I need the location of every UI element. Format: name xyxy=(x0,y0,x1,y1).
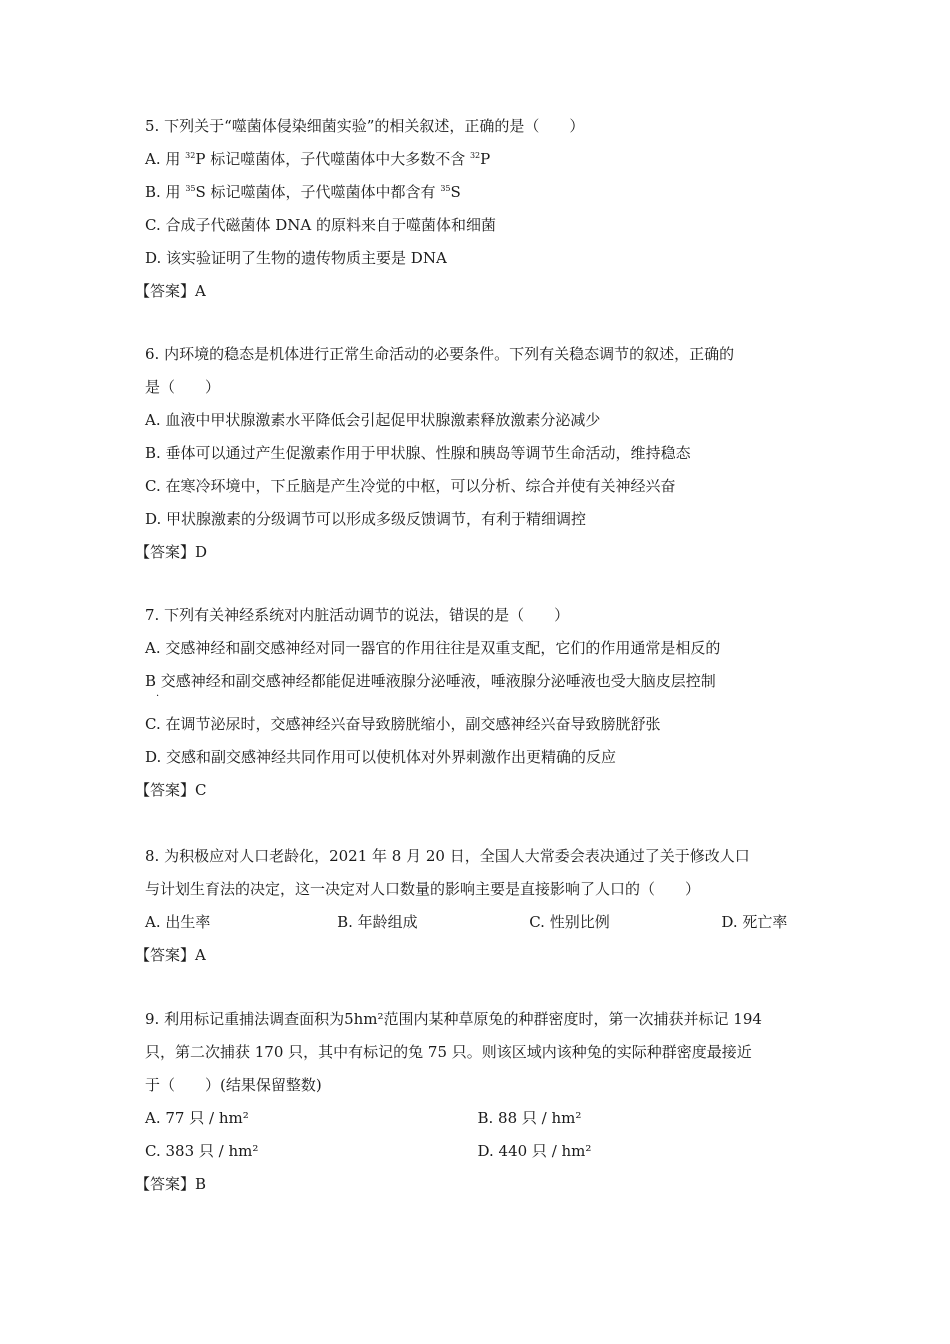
option-a: A. 77 只 / hm² xyxy=(145,1109,249,1127)
question-7 xyxy=(135,604,810,812)
option-b: B. 年龄组成 xyxy=(337,913,418,931)
question-stem-line-2: 是（ ） xyxy=(145,378,221,396)
option-b: B. 88 只 / hm² xyxy=(477,1109,582,1127)
option-c: C. 在调节泌尿时，交感神经兴奋导致膀胱缩小，副交感神经兴奋导致膀胱舒张 xyxy=(145,715,661,733)
option-c: C. 在寒冷环境中，下丘脑是产生冷觉的中枢，可以分析、综合并使有关神经兴奋 xyxy=(145,477,676,495)
option-d: D. 该实验证明了生物的遗传物质主要是 DNA xyxy=(145,249,447,267)
answer: 【答案】D xyxy=(135,543,208,561)
option-c: C. 合成子代磁菌体 DNA 的原料来自于噬菌体和细菌 xyxy=(145,216,497,234)
option-a: A. 血液中甲状腺激素水平降低会引起促甲状腺激素释放激素分泌减少 xyxy=(145,411,601,429)
option-b: B. 垂体可以通过产生促激素作用于甲状腺、性腺和胰岛等调节生命活动，维持稳态 xyxy=(145,444,691,462)
question-8 xyxy=(135,845,810,977)
option-c: C. 性别比例 xyxy=(529,913,610,931)
question-stem-line-1: 9. 利用标记重捕法调查面积为5hm²范围内某种草原兔的种群密度时，第一次捕获并标记 194 xyxy=(145,1010,762,1028)
option-d: D. 死亡率 xyxy=(721,913,788,931)
question-6 xyxy=(135,343,810,574)
options-row-2 xyxy=(145,1140,810,1173)
option-a: A. 用 $^{32}$P 标记噬菌体，子代噬菌体中大多数不含 $^{32}$P xyxy=(145,150,491,168)
answer: 【答案】C xyxy=(135,781,207,799)
question-stem-line-2: 只，第二次捕获 170 只，其中有标记的兔 75 只。则该区域内该种兔的实际种群密度最接近 xyxy=(145,1043,752,1061)
options-row xyxy=(145,911,810,944)
option-a: A. 出生率 xyxy=(145,913,211,931)
option-a: A. 交感神经和副交感神经对同一器官的作用往往是双重支配，它们的作用通常是相反的 xyxy=(145,639,721,657)
options-row-1 xyxy=(145,1107,810,1140)
question-stem: 5. 下列关于“噬菌体侵染细菌实验”的相关叙述，正确的是（ ） xyxy=(145,117,585,135)
option-c: C. 383 只 / hm² xyxy=(145,1142,259,1160)
answer: 【答案】B xyxy=(135,1175,207,1193)
question-stem-line-2: 与计划生育法的决定，这一决定对人口数量的影响主要是直接影响了人口的（ ） xyxy=(145,880,701,898)
question-9 xyxy=(135,1008,810,1206)
option-d: D. 交感和副交感神经共同作用可以使机体对外界刺激作出更精确的反应 xyxy=(145,748,617,766)
option-b: B 交感神经和副交感神经都能促进唾液腺分泌唾液，唾液腺分泌唾液也受大脑皮层控制 xyxy=(145,672,716,690)
answer: 【答案】A xyxy=(135,282,206,300)
dot-mark: · xyxy=(156,691,160,702)
option-b: B. 用 $^{35}$S 标记噬菌体，子代噬菌体中都含有 $^{35}$S xyxy=(145,183,461,201)
question-stem-line-1: 8. 为积极应对人口老龄化，2021 年 8 月 20 日，全国人大常委会表决通过了关于修改人口 xyxy=(145,847,750,865)
question-stem: 7. 下列有关神经系统对内脏活动调节的说法，错误的是（ ） xyxy=(145,606,570,624)
option-d: D. 甲状腺激素的分级调节可以形成多级反馈调节，有利于精细调控 xyxy=(145,510,587,528)
answer: 【答案】A xyxy=(135,946,206,964)
question-stem-line-1: 6. 内环境的稳态是机体进行正常生命活动的必要条件。下列有关稳态调节的叙述，正确的 xyxy=(145,345,735,363)
question-stem-line-3: 于（ ）(结果保留整数) xyxy=(145,1076,322,1094)
question-5 xyxy=(135,115,810,313)
option-d: D. 440 只 / hm² xyxy=(477,1142,592,1160)
